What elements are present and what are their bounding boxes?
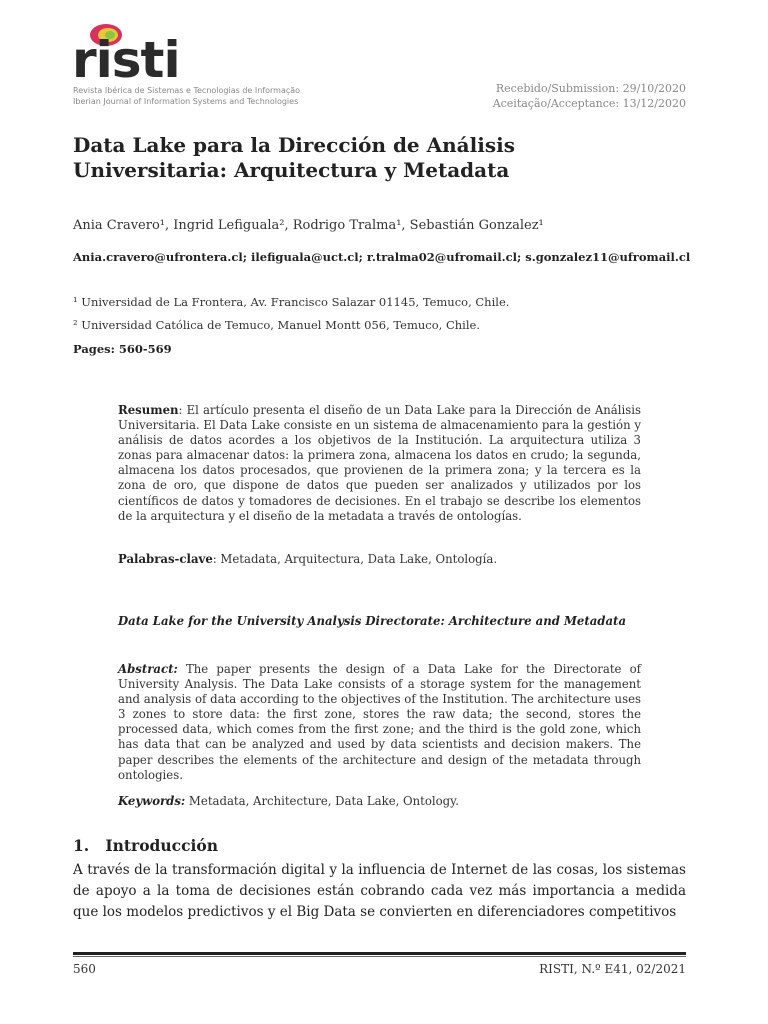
keywords-text: Metadata, Architecture, Data Lake, Ontology.: [185, 794, 459, 808]
journal-name-pt: Revista Ibérica de Sistemas e Tecnologias de Informação: [73, 86, 301, 95]
paper-title: Data Lake para la Dirección de Análisis Universitaria: Arquitectura y Metadata: [73, 133, 515, 182]
affiliation-2: ² Universidad Católica de Temuco, Manuel Montt 056, Temuco, Chile.: [73, 318, 480, 332]
resumen-paragraph: [118, 403, 641, 524]
received-date: Recebido/Submission: 29/10/2020: [495, 82, 686, 95]
keywords: [118, 794, 641, 809]
pages: Pages: 560-569: [73, 342, 172, 356]
logo-wordmark: risti: [72, 31, 180, 89]
palabras-clave-label: Palabras-clave: [118, 552, 213, 566]
abstract-text: The paper presents the design of a Data Lake for the Directorate of University Analysis. The Data Lake consists of a storage system for the management and analysis of data according to the objectives of the Institution. The architecture uses 3 zones to store data: the first zone, stores the raw data; the second, stores the processed data, which comes from the first zone; and the third is the gold zone, which has data that can be analyzed and used by data scientists and decision makers. The paper describes the elements of the architecture and design of the metadata through ontologies.: [118, 662, 641, 782]
accepted-date: Aceitação/Acceptance: 13/12/2020: [492, 97, 686, 110]
resumen-text: : El artículo presenta el diseño de un Data Lake para la Dirección de Análisis Universitaria. El Data Lake consiste en un sistema de almacenamiento para la gestión y análisis de datos acordes a los objetivos de la Institución. La arquitectura utiliza 3 zonas para almacenar datos: la primera zona, almacena los datos en crudo; la segunda, almacena los datos procesados, que provienen de la primera zona; y la tercera es la zona de oro, que dispone de datos que pueden ser analizados y utilizados por los científicos de datos y tomadores de decisiones. En el trabajo se describe los elementos de la arquitectura y el diseño de la metadata a través de ontologías.: [118, 403, 641, 523]
intro-paragraph: A través de la transformación digital y la influencia de Internet de las cosas, los sistemas de apoyo a la toma de decisiones están cobrando cada vez más importancia a medida que los modelos predictivos y el Big Data se convierten en diferenciadores competitivos: [73, 862, 686, 920]
authors: Ania Cravero¹, Ingrid Lefiguala², Rodrigo Tralma¹, Sebastián Gonzalez¹: [73, 218, 544, 233]
keywords-label: Keywords:: [118, 794, 186, 808]
journal-name-en: Iberian Journal of Information Systems and Technologies: [73, 97, 299, 106]
author-emails: Ania.cravero@ufrontera.cl; ilefiguala@uct.cl; r.tralma02@ufromail.cl; s.gonzalez11@ufromail.cl: [73, 250, 691, 264]
footer-rule-thin: [73, 956, 686, 957]
risti-logo: [72, 20, 182, 88]
abstract-label: Abstract:: [118, 662, 178, 676]
section-heading: 1. Introducción: [73, 836, 219, 855]
palabras-clave: [118, 552, 641, 567]
palabras-clave-text: : Metadata, Arquitectura, Data Lake, Ontología.: [212, 552, 498, 566]
affiliation-1: ¹ Universidad de La Frontera, Av. Francisco Salazar 01145, Temuco, Chile.: [73, 295, 510, 309]
resumen-label: Resumen: [118, 403, 179, 417]
footer-rule: [73, 952, 686, 955]
abstract-paragraph: [118, 662, 641, 783]
footer-journal: RISTI, N.º E41, 02/2021: [539, 962, 686, 976]
page-number: 560: [73, 962, 96, 976]
english-title: Data Lake for the University Analysis Directorate: Architecture and Metadata: [118, 614, 627, 628]
